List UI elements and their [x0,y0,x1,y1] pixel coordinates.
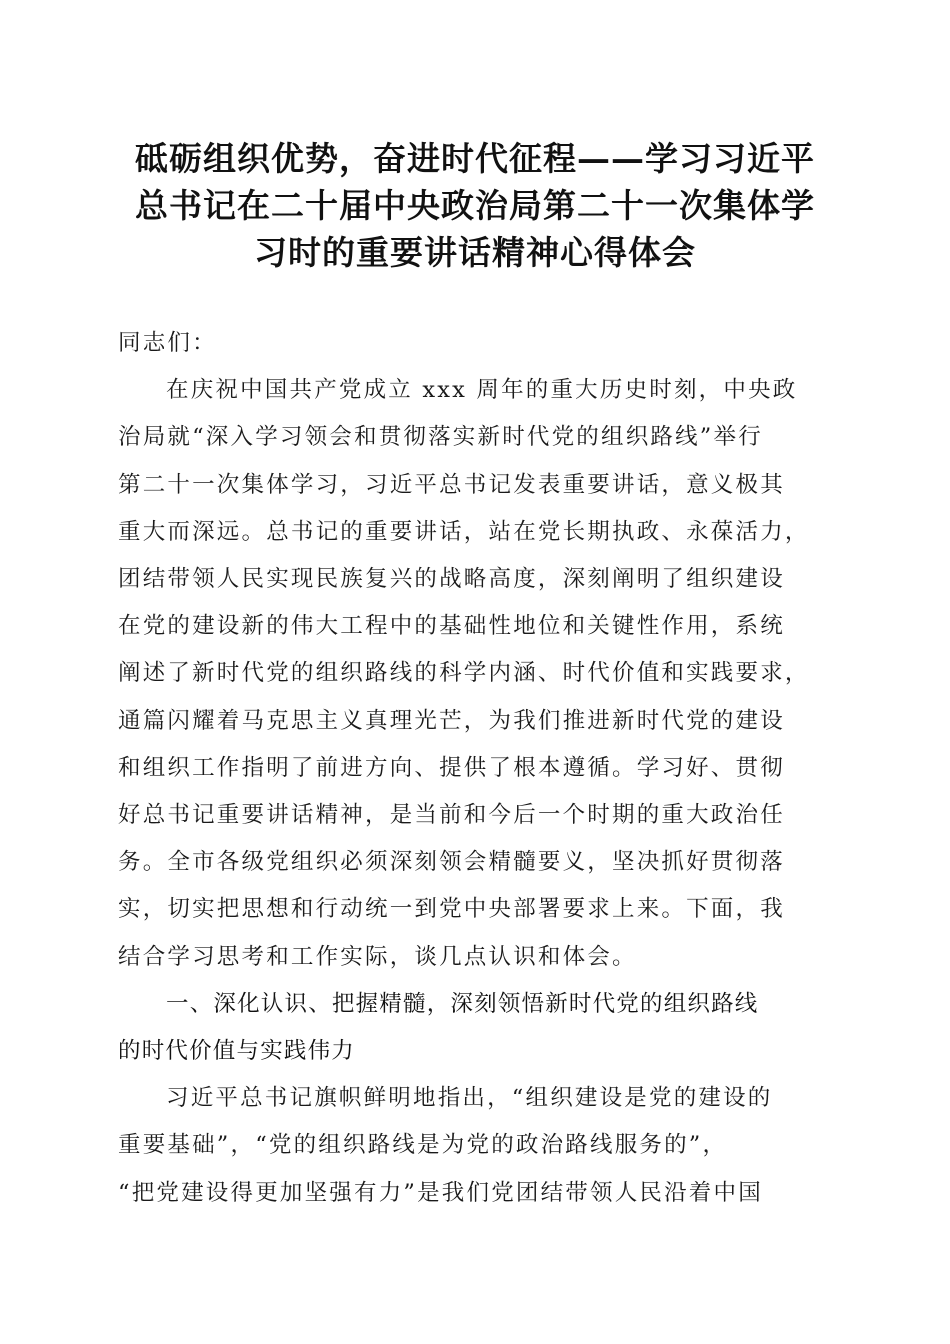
title-line: 总书记在二十届中央政治局第二十一次集体学 [135,186,815,225]
heading-line: 的时代价值与实践伟力 [118,1038,356,1065]
paragraph-line: 治局就“深入学习领会和贯彻落实新时代党的组织路线”举行 [118,424,763,451]
paragraph-line: 通篇闪耀着马克思主义真理光芒，为我们推进新时代党的建设 [118,707,785,734]
paragraph-line: 阐述了新时代党的组织路线的科学内涵、时代价值和实践要求， [118,660,810,687]
salutation: 同志们： [118,330,217,356]
paragraph-line: 在党的建设新的伟大工程中的基础性地位和关键性作用，系统 [118,613,785,640]
paragraph-intro [118,367,832,981]
paragraph-line: 和组织工作指明了前进方向、提供了根本遵循。学习好、贯彻 [118,754,785,781]
paragraph-line: 好总书记重要讲话精神，是当前和今后一个时期的重大政治任 [118,802,785,829]
paragraph-line: 重要基础”，“党的组织路线是为党的政治路线服务的”， [118,1132,728,1159]
document-title [118,135,832,276]
heading-line: 一、深化认识、把握精髓，深刻领悟新时代党的组织路线 [166,990,759,1017]
title-line: 砥砺组织优势，奋进时代征程——学习习近平 [135,139,815,178]
paragraph-line: 团结带领人民实现民族复兴的战略高度，深刻阐明了组织建设 [118,566,785,593]
section-heading [118,981,832,1075]
paragraph-line: 习近平总书记旗帜鲜明地指出，“组织建设是党的建设的 [166,1085,773,1112]
title-line: 习时的重要讲话精神心得体会 [254,233,696,272]
document-body [118,320,832,1217]
paragraph-line: 重大而深远。总书记的重要讲话，站在党长期执政、永葆活力， [118,518,810,545]
paragraph-line: “把党建设得更加坚强有力”是我们党团结带领人民沿着中国 [118,1179,763,1206]
paragraph-line: 务。全市各级党组织必须深刻领会精髓要义，坚决抓好贯彻落 [118,849,785,876]
paragraph-line: 结合学习思考和工作实际，谈几点认识和体会。 [118,943,637,970]
paragraph-section1 [118,1075,832,1217]
paragraph-line: 在庆祝中国共产党成立 xxx 周年的重大历史时刻，中央政 [166,377,798,404]
paragraph-line: 实，切实把思想和行动统一到党中央部署要求上来。下面，我 [118,896,785,923]
paragraph-line: 第二十一次集体学习，习近平总书记发表重要讲话，意义极其 [118,471,785,498]
